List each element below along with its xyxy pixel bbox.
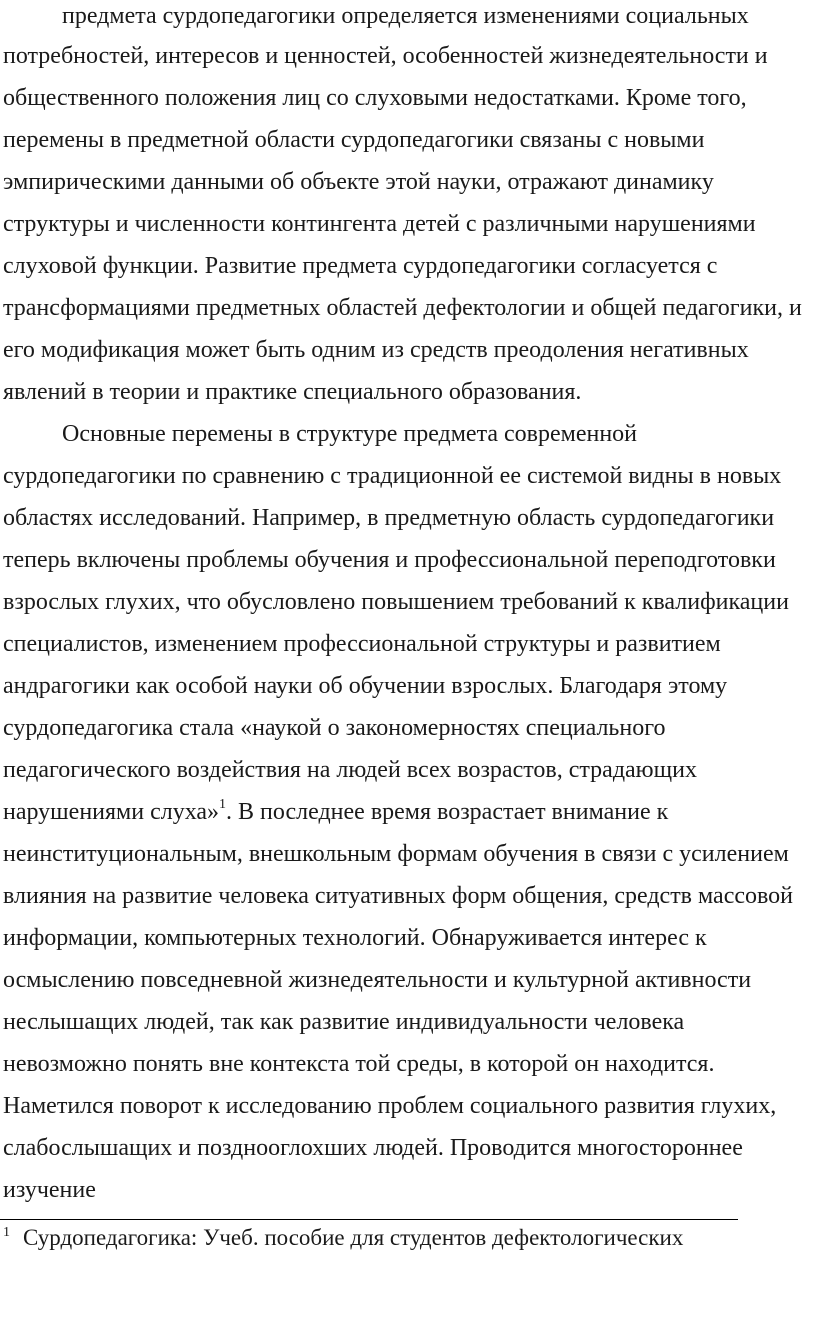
footnote (3, 1220, 683, 1256)
text-line: специалистов, изменением профессиональной структуры и развитием (3, 631, 721, 657)
text-line: его модификация может быть одним из средств преодоления негативных (3, 337, 749, 363)
footnote-reference[interactable]: 1 (219, 797, 227, 812)
text-line: слабослышащих и позднооглохших людей. Проводится многостороннее (3, 1135, 743, 1161)
text-line: осмыслению повседневной жизнедеятельности и культурной активности (3, 967, 752, 993)
text-line: сурдопедагогики по сравнению с традиционной ее системой видны в новых (3, 463, 782, 489)
line-text: нарушениями слуха» (3, 799, 220, 825)
footnote-marker: 1 (3, 1225, 10, 1240)
text-line: структуры и численности контингента детей с различными нарушениями (3, 211, 756, 237)
text-line: неслышащих людей, так как развитие индивидуальности человека (3, 1009, 685, 1035)
line-text: . В последнее время возрастает внимание к (226, 799, 669, 825)
text-line: предмета сурдопедагогики определяется изменениями социальных (62, 3, 749, 29)
text-line: областях исследований. Например, в предметную область сурдопедагогики (3, 505, 775, 531)
text-line: педагогического воздействия на людей всех возрастов, страдающих (3, 757, 697, 783)
text-line: влияния на развитие человека ситуативных форм общения, средств массовой (3, 883, 794, 909)
text-line-with-footnote (3, 792, 668, 832)
text-line: явлений в теории и практике специального образования. (3, 379, 582, 405)
text-line: информации, компьютерных технологий. Обнаруживается интерес к (3, 925, 707, 951)
paragraph-first-line: Основные перемены в структуре предмета современной (62, 421, 638, 447)
text-line: андрагогики как особой науки об обучении взрослых. Благодаря этому (3, 673, 728, 699)
text-line: Наметился поворот к исследованию проблем социального развития глухих, (3, 1093, 777, 1119)
text-line: общественного положения лиц со слуховыми недостатками. Кроме того, (3, 85, 747, 111)
text-line: потребностей, интересов и ценностей, особенностей жизнедеятельности и (3, 43, 768, 69)
text-line: трансформациями предметных областей дефектологии и общей педагогики, и (3, 295, 802, 321)
text-line: эмпирическими данными об объекте этой науки, отражают динамику (3, 169, 714, 195)
text-line: взрослых глухих, что обусловлено повышением требований к квалификации (3, 589, 789, 615)
text-line: изучение (3, 1177, 96, 1203)
footnote-text: Сурдопедагогика: Учеб. пособие для студентов дефектологических (23, 1225, 684, 1250)
text-line: невозможно понять вне контекста той среды, в которой он находится. (3, 1051, 715, 1077)
text-line: неинституциональным, внешкольным формам обучения в связи с усилением (3, 841, 789, 867)
text-line: сурдопедагогика стала «наукой о закономерностях специального (3, 715, 666, 741)
text-line: перемены в предметной области сурдопедагогики связаны с новыми (3, 127, 705, 153)
text-line: теперь включены проблемы обучения и профессиональной переподготовки (3, 547, 776, 573)
text-line: слуховой функции. Развитие предмета сурдопедагогики согласуется с (3, 253, 718, 279)
